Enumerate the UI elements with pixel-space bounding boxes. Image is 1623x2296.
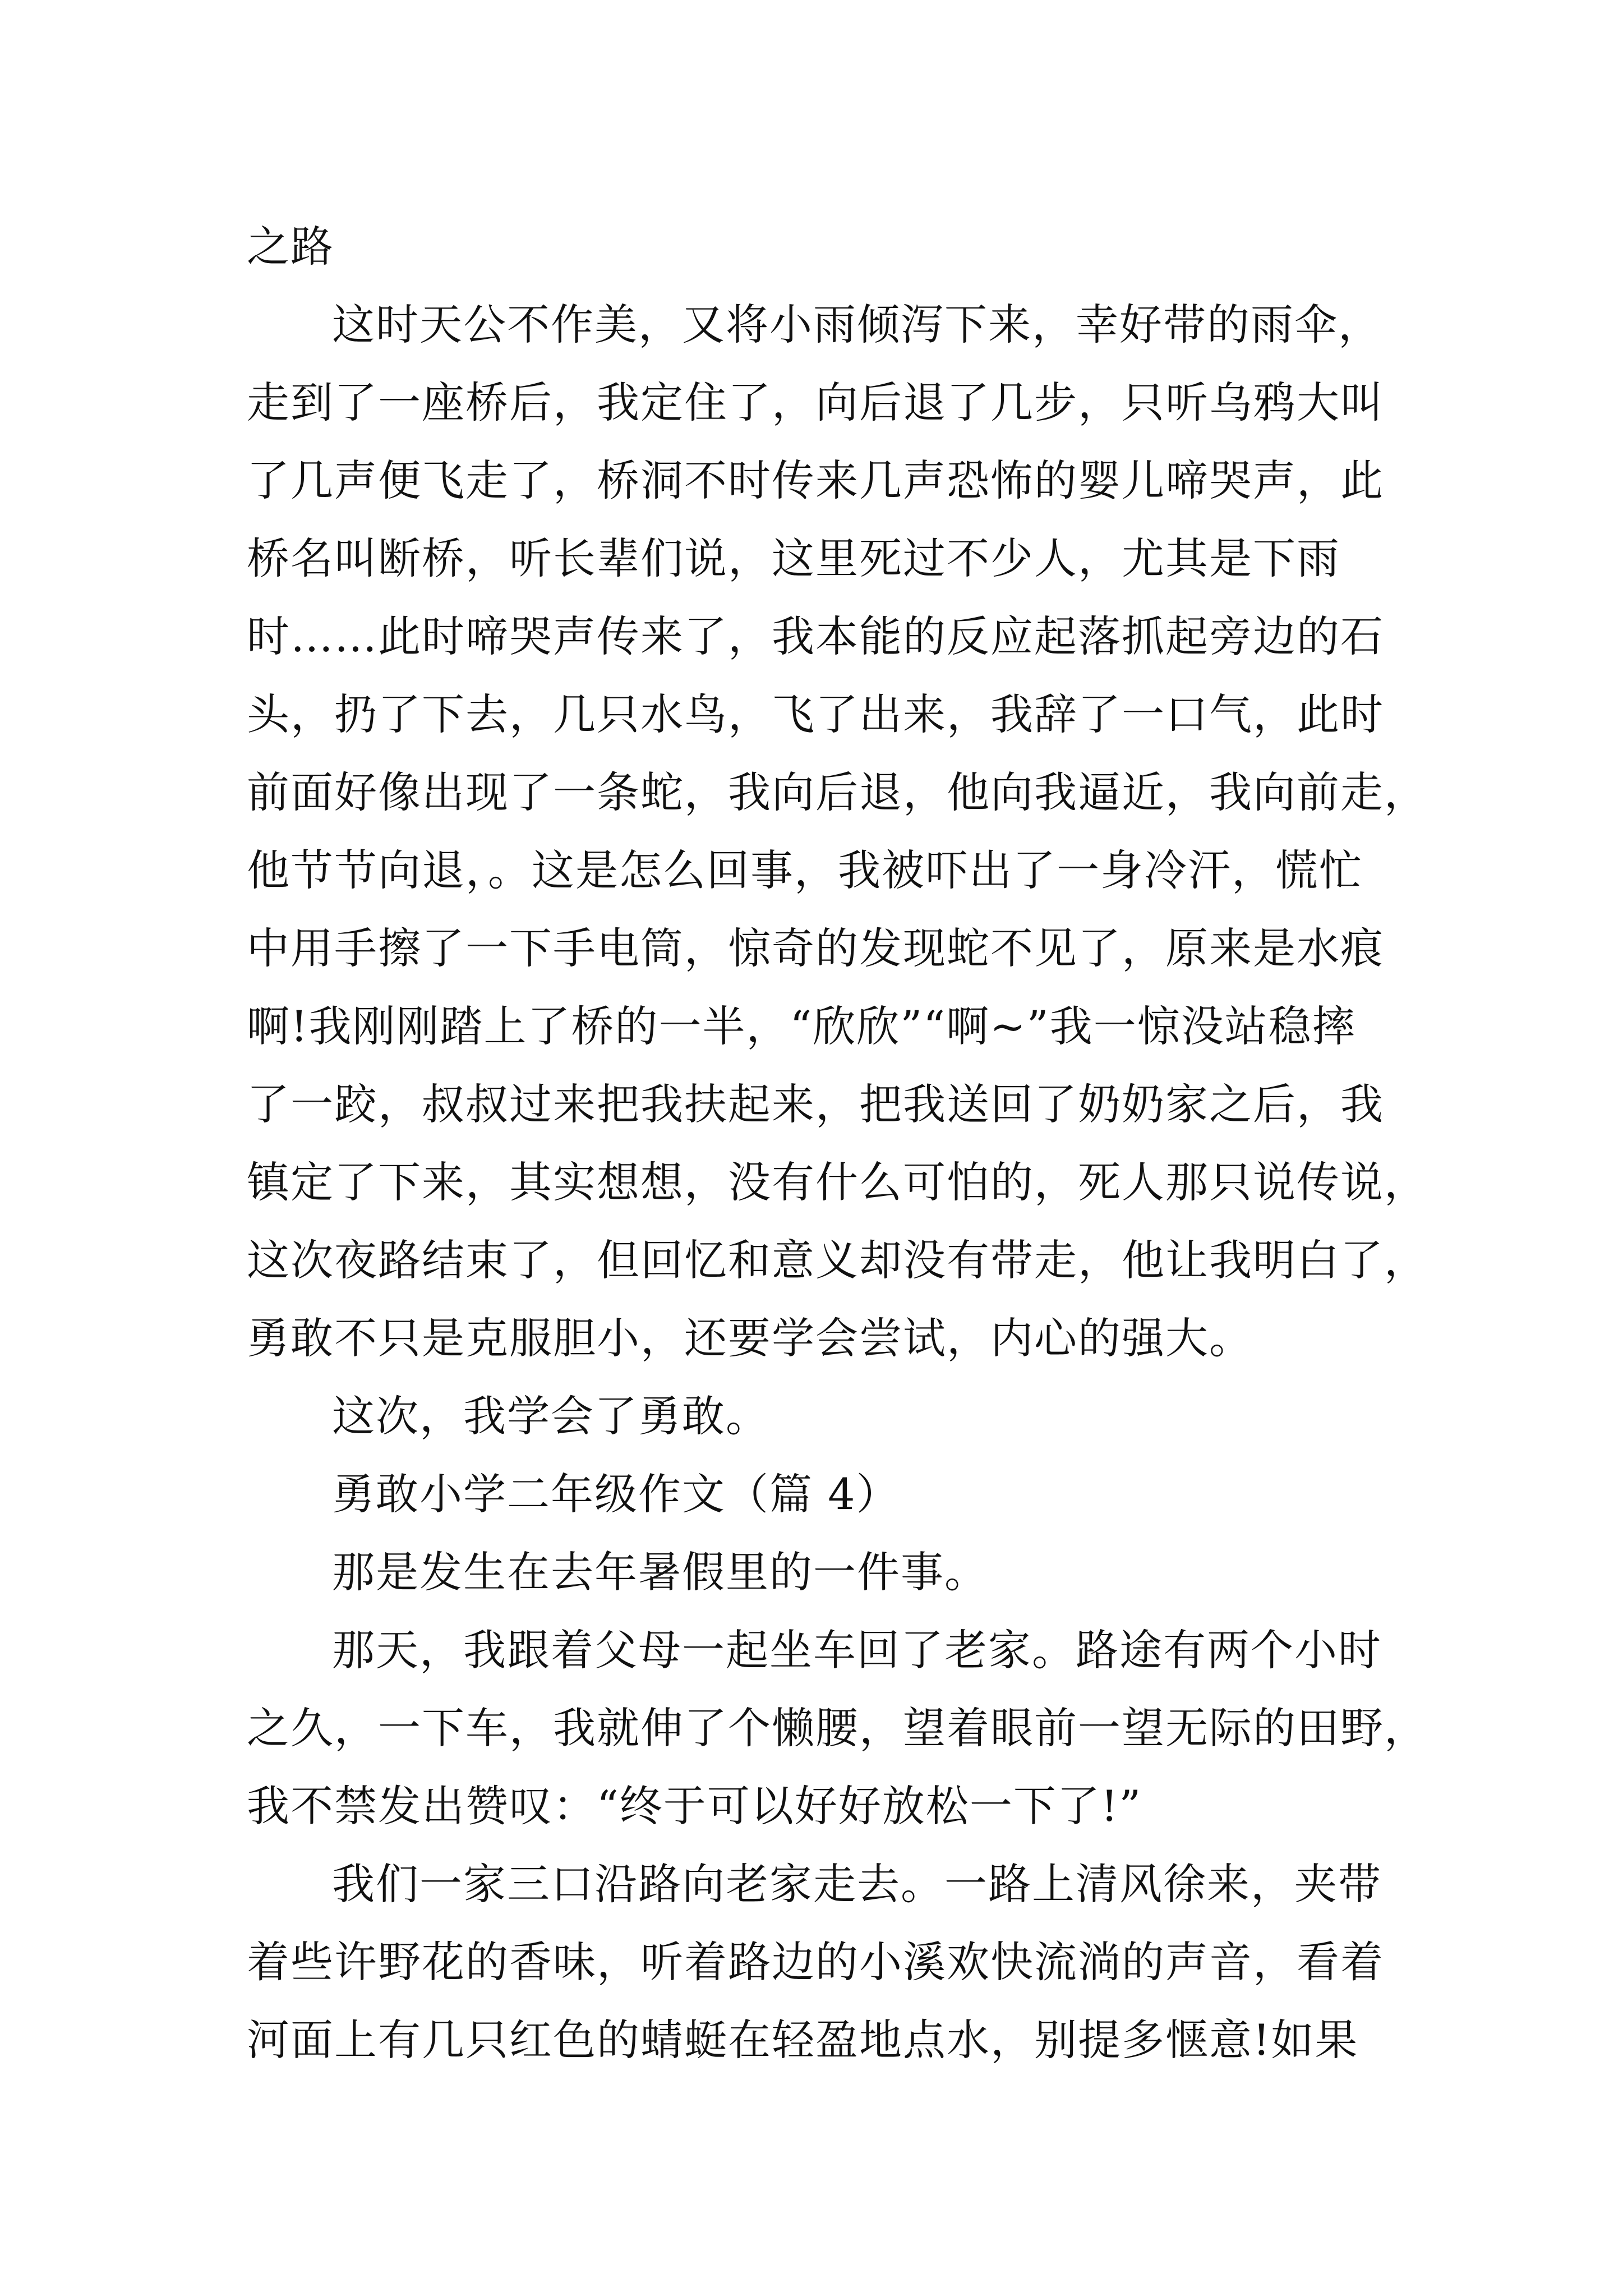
text-line: 勇敢小学二年级作文（篇 4） (332, 1469, 900, 1519)
text-line: 头，扔了下去，几只水鸟，飞了出来，我辞了一口气，此时 (247, 689, 1384, 739)
text-line: 那是发生在去年暑假里的一件事。 (332, 1547, 988, 1597)
text-line: 啊!我刚刚踏上了桥的一半，“欣欣”“啊~”我一惊没站稳摔 (247, 1001, 1356, 1051)
text-line: 之久，一下车，我就伸了个懒腰，望着眼前一望无际的田野， (247, 1703, 1428, 1753)
text-line: 走到了一座桥后，我定住了，向后退了几步，只听乌鸦大叫 (247, 378, 1384, 427)
text-line: 前面好像出现了一条蛇，我向后退，他向我逼近，我向前走， (247, 767, 1428, 817)
text-line: 之路 (247, 222, 334, 272)
essay-text (247, 208, 1428, 2079)
text-line: 了几声便飞走了，桥洞不时传来几声恐怖的婴儿啼哭声，此 (247, 455, 1384, 505)
text-line: 中用手擦了一下手电筒，惊奇的发现蛇不见了，原来是水痕 (247, 923, 1384, 973)
text-line: 那天，我跟着父母一起坐车回了老家。路途有两个小时 (332, 1625, 1382, 1675)
text-line: 桥名叫断桥，听长辈们说，这里死过不少人，尤其是下雨 (247, 533, 1340, 583)
text-line: 镇定了下来，其实想想，没有什么可怕的，死人那只说传说， (247, 1157, 1428, 1207)
text-line: 河面上有几只红色的蜻蜓在轻盈地点水，别提多惬意!如果 (247, 2015, 1359, 2065)
text-line: 了一跤，叔叔过来把我扶起来，把我送回了奶奶家之后，我 (247, 1079, 1384, 1129)
text-line: 时……此时啼哭声传来了，我本能的反应起落抓起旁边的石 (247, 611, 1384, 661)
text-line: 这时天公不作美，又将小雨倾泻下来，幸好带的雨伞， (332, 300, 1382, 349)
text-line: 勇敢不只是克服胆小，还要学会尝试，内心的强大。 (247, 1313, 1253, 1363)
text-line: 着些许野花的香味，听着路边的小溪欢快流淌的声音，看着 (247, 1937, 1384, 1987)
text-line: 我们一家三口沿路向老家走去。一路上清风徐来，夹带 (332, 1859, 1382, 1909)
text-line: 他节节向退，。这是怎么回事，我被吓出了一身冷汗，慌忙 (247, 845, 1363, 895)
text-line: 这次，我学会了勇敢。 (332, 1391, 769, 1441)
text-line: 这次夜路结束了，但回忆和意义却没有带走，他让我明白了， (247, 1235, 1428, 1285)
text-line: 我不禁发出赞叹：“终于可以好好放松一下了!” (247, 1781, 1142, 1831)
